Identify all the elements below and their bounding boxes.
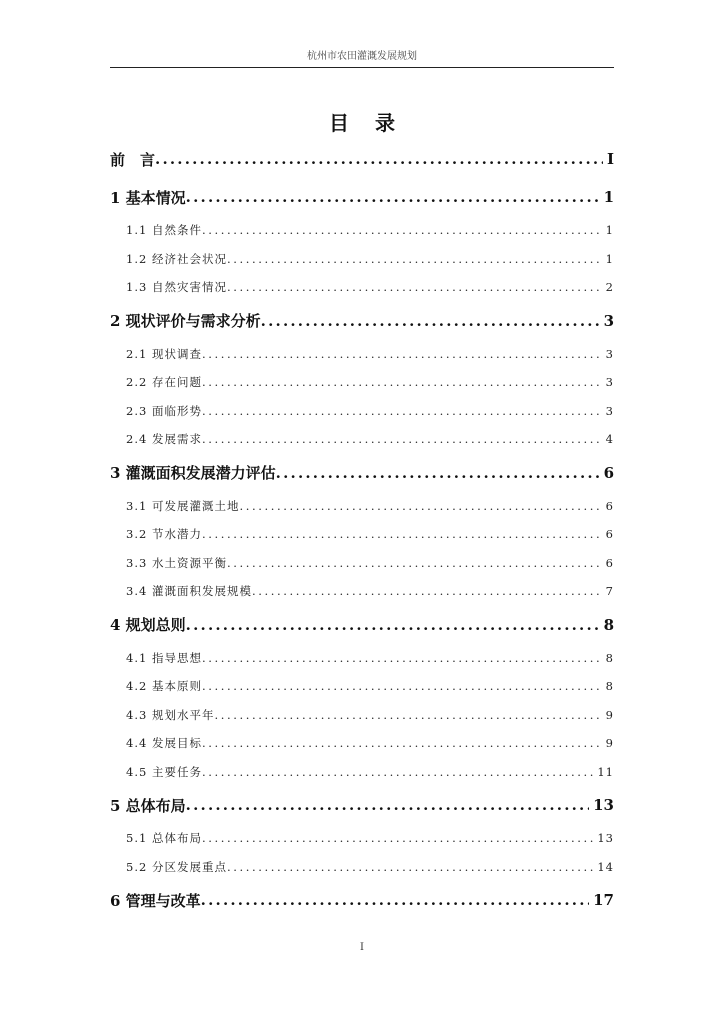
table-of-contents — [110, 140, 614, 919]
toc-entry-label: 4.1 指导思想 — [126, 650, 202, 665]
running-header — [110, 50, 614, 68]
footer-page-number: I — [360, 942, 364, 953]
toc-entry-page: 11 — [597, 764, 614, 779]
toc-section-entry[interactable] — [110, 273, 614, 302]
toc-entry-page: 3 — [605, 346, 614, 361]
toc-leader-dots — [202, 765, 593, 779]
toc-entry-label: 2 现状评价与需求分析 — [110, 312, 261, 330]
toc-entry-label: 3.1 可发展灌溉土地 — [126, 498, 240, 513]
toc-leader-dots — [202, 527, 602, 541]
toc-leader-dots — [202, 404, 602, 418]
toc-section-entry[interactable] — [110, 492, 614, 521]
toc-leader-dots — [202, 347, 602, 361]
page-footer — [0, 942, 724, 953]
toc-entry-label: 1.2 经济社会状况 — [126, 251, 227, 266]
toc-entry-label: 5.1 总体布局 — [126, 831, 202, 846]
toc-entry-label: 3.3 水土资源平衡 — [126, 555, 227, 570]
toc-heading-right: 录 — [375, 111, 395, 135]
toc-chapter-entry[interactable] — [110, 606, 614, 644]
toc-entry-label: 4.2 基本原则 — [126, 679, 202, 694]
toc-leader-dots — [202, 432, 602, 446]
toc-entry-page: 2 — [605, 280, 614, 295]
toc-leader-dots — [202, 375, 602, 389]
toc-section-entry[interactable] — [110, 577, 614, 606]
toc-leader-dots — [261, 312, 600, 330]
toc-section-entry[interactable] — [110, 644, 614, 673]
toc-chapter-entry[interactable] — [110, 786, 614, 824]
toc-entry-label: 2.1 现状调查 — [126, 346, 202, 361]
toc-entry-label: 2.4 发展需求 — [126, 432, 202, 447]
toc-entry-page: 8 — [603, 615, 614, 634]
toc-leader-dots — [227, 280, 602, 294]
toc-section-entry[interactable] — [110, 701, 614, 730]
toc-leader-dots — [227, 556, 602, 570]
toc-leader-dots — [227, 252, 602, 266]
toc-entry-label: 5 总体布局 — [110, 796, 186, 815]
toc-section-entry[interactable] — [110, 340, 614, 369]
toc-entry-label: 1 基本情况 — [110, 188, 186, 207]
toc-entry-label: 4.4 发展目标 — [126, 736, 202, 751]
toc-entry-page: 6 — [605, 527, 614, 542]
toc-section-entry[interactable] — [110, 853, 614, 882]
toc-entry-page: 3 — [603, 311, 614, 330]
toc-chapter-entry[interactable] — [110, 178, 614, 216]
toc-entry-page: 1 — [603, 188, 614, 206]
toc-chapter-entry[interactable] — [110, 140, 614, 178]
toc-leader-dots — [155, 150, 603, 168]
toc-entry-page: 1 — [605, 251, 614, 266]
toc-leader-dots — [186, 188, 600, 206]
toc-leader-dots — [202, 223, 602, 237]
toc-leader-dots — [186, 796, 589, 814]
toc-heading — [0, 107, 724, 136]
toc-leader-dots — [214, 708, 601, 722]
toc-leader-dots — [202, 679, 602, 693]
toc-entry-page: 9 — [605, 707, 614, 722]
toc-chapter-entry[interactable] — [110, 302, 614, 340]
toc-entry-label: 前 言 — [110, 150, 156, 169]
toc-entry-page: I — [606, 150, 614, 168]
toc-entry-label: 4.3 规划水平年 — [126, 707, 215, 722]
toc-chapter-entry[interactable] — [110, 881, 614, 919]
toc-leader-dots — [239, 499, 601, 513]
toc-entry-label: 6 管理与改革 — [110, 891, 201, 910]
toc-entry-page: 8 — [605, 650, 614, 665]
toc-entry-page: 3 — [605, 403, 614, 418]
toc-entry-page: 13 — [593, 796, 614, 814]
toc-leader-dots — [202, 651, 602, 665]
toc-entry-page: 1 — [605, 223, 614, 238]
toc-entry-label: 5.2 分区发展重点 — [126, 859, 227, 874]
toc-entry-page: 8 — [605, 679, 614, 694]
toc-entry-label: 1.1 自然条件 — [126, 223, 202, 238]
toc-section-entry[interactable] — [110, 729, 614, 758]
toc-entry-label: 3.4 灌溉面积发展规模 — [126, 584, 252, 599]
toc-section-entry[interactable] — [110, 245, 614, 274]
toc-entry-label: 4 规划总则 — [110, 616, 186, 634]
toc-section-entry[interactable] — [110, 397, 614, 426]
toc-chapter-entry[interactable] — [110, 454, 614, 492]
toc-leader-dots — [276, 464, 600, 482]
toc-entry-page: 3 — [605, 375, 614, 390]
toc-entry-label: 3.2 节水潜力 — [126, 527, 202, 542]
toc-entry-label: 2.2 存在问题 — [126, 375, 202, 390]
toc-entry-label: 3 灌溉面积发展潜力评估 — [110, 464, 276, 482]
toc-section-entry[interactable] — [110, 425, 614, 454]
toc-leader-dots — [227, 860, 593, 874]
toc-entry-label: 2.3 面临形势 — [126, 403, 202, 418]
toc-leader-dots — [252, 584, 602, 598]
toc-entry-page: 6 — [603, 463, 614, 482]
toc-entry-page: 14 — [597, 859, 614, 874]
toc-entry-page: 9 — [605, 736, 614, 751]
toc-entry-page: 13 — [597, 831, 614, 846]
toc-leader-dots — [202, 831, 593, 845]
toc-entry-page: 17 — [593, 891, 614, 909]
toc-section-entry[interactable] — [110, 758, 614, 787]
toc-entry-page: 7 — [605, 584, 614, 599]
toc-entry-page: 6 — [605, 555, 614, 570]
toc-heading-left: 目 — [329, 111, 349, 135]
toc-section-entry[interactable] — [110, 368, 614, 397]
toc-section-entry[interactable] — [110, 520, 614, 549]
toc-leader-dots — [202, 736, 602, 750]
header-title: 杭州市农田灌溉发展规划 — [307, 51, 417, 62]
toc-entry-label: 4.5 主要任务 — [126, 764, 202, 779]
toc-leader-dots — [186, 616, 600, 634]
toc-leader-dots — [201, 891, 589, 909]
toc-entry-page: 4 — [605, 432, 614, 447]
toc-section-entry[interactable] — [110, 216, 614, 245]
toc-section-entry[interactable] — [110, 672, 614, 701]
toc-entry-label: 1.3 自然灾害情况 — [126, 280, 227, 295]
toc-section-entry[interactable] — [110, 824, 614, 853]
toc-section-entry[interactable] — [110, 549, 614, 578]
toc-entry-page: 6 — [605, 498, 614, 513]
